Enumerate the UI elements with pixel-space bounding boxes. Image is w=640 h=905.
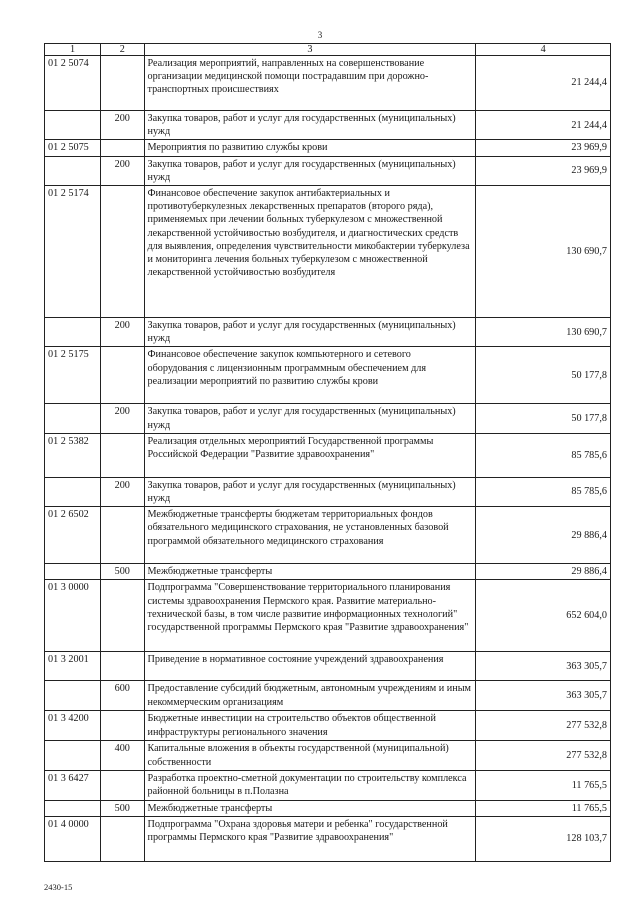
row-amount: 29 886,4 (476, 564, 611, 580)
table-row (45, 800, 611, 816)
row-code: 01 3 6427 (45, 770, 101, 800)
row-code (45, 318, 101, 347)
table-row (45, 318, 611, 347)
row-amount: 363 305,7 (476, 681, 611, 711)
row-code: 01 2 5382 (45, 433, 101, 477)
row-expense-type: 200 (100, 477, 144, 506)
row-amount: 85 785,6 (476, 433, 611, 477)
row-expense-type (100, 507, 144, 564)
row-name: Капитальные вложения в объекты государственной (муниципальной) собственности (144, 741, 476, 770)
row-code (45, 800, 101, 816)
table-row (45, 477, 611, 506)
table-row (45, 564, 611, 580)
table-row (45, 817, 611, 862)
table-row (45, 580, 611, 652)
row-expense-type (100, 817, 144, 862)
row-expense-type (100, 711, 144, 741)
row-expense-type (100, 186, 144, 318)
row-expense-type (100, 580, 144, 652)
row-name: Закупка товаров, работ и услуг для государственных (муниципальных) нужд (144, 477, 476, 506)
row-amount: 11 765,5 (476, 800, 611, 816)
row-name: Межбюджетные трансферты (144, 800, 476, 816)
row-expense-type: 500 (100, 800, 144, 816)
row-code: 01 2 5175 (45, 347, 101, 404)
row-expense-type (100, 652, 144, 681)
row-amount: 50 177,8 (476, 347, 611, 404)
table-row (45, 111, 611, 140)
row-amount: 277 532,8 (476, 741, 611, 770)
row-name: Межбюджетные трансферты бюджетам территориальных фондов обязательного медицинского страхования, не установленных базовой программой обязательного медицинского страхования (144, 507, 476, 564)
table-row (45, 347, 611, 404)
row-expense-type (100, 140, 144, 156)
row-name: Финансовое обеспечение закупок антибактериальных и противотуберкулезных лекарственных препаратов (второго ряда), применяемых при лечении больных туберкулезом с множественной лекарственной устойчивостью возбудителя, и диагностических средств для выявления, определения чувствительности микобактерии туберкулеза и мониторинга лечения больных туберкулезом с множественной лекарственной устойчивостью возбудителя (144, 186, 476, 318)
row-code (45, 741, 101, 770)
row-name: Подпрограмма "Совершенствование территориального планирования системы здравоохранения Пермского края. Развитие материально-технической базы, в том числе развитие информационных технологий" государственной программы Пермского края "Развитие здравоохранения" (144, 580, 476, 652)
row-amount: 652 604,0 (476, 580, 611, 652)
row-amount: 363 305,7 (476, 652, 611, 681)
row-name: Закупка товаров, работ и услуг для государственных (муниципальных) нужд (144, 318, 476, 347)
row-code: 01 2 5075 (45, 140, 101, 156)
row-name: Подпрограмма "Охрана здоровья матери и ребенка" государственной программы Пермского края "Развитие здравоохранения" (144, 817, 476, 862)
row-code (45, 404, 101, 433)
header-col-4: 4 (476, 44, 611, 56)
row-expense-type: 200 (100, 156, 144, 185)
table-row (45, 711, 611, 741)
row-code: 01 2 6502 (45, 507, 101, 564)
row-name: Реализация отдельных мероприятий Государственной программы Российской Федерации "Развитие здравоохранения" (144, 433, 476, 477)
document-code: 2430-15 (44, 882, 73, 892)
row-code: 01 2 5074 (45, 56, 101, 111)
row-name: Предоставление субсидий бюджетным, автономным учреждениям и иным некоммерческим организациям (144, 681, 476, 711)
row-code (45, 564, 101, 580)
table-row (45, 433, 611, 477)
row-amount: 21 244,4 (476, 111, 611, 140)
row-amount: 29 886,4 (476, 507, 611, 564)
row-code: 01 3 4200 (45, 711, 101, 741)
row-expense-type: 400 (100, 741, 144, 770)
table-row (45, 681, 611, 711)
row-name: Закупка товаров, работ и услуг для государственных (муниципальных) нужд (144, 111, 476, 140)
row-expense-type (100, 770, 144, 800)
table-row (45, 652, 611, 681)
row-code: 01 4 0000 (45, 817, 101, 862)
row-expense-type (100, 433, 144, 477)
row-code: 01 2 5174 (45, 186, 101, 318)
table-row (45, 156, 611, 185)
row-name: Реализация мероприятий, направленных на совершенствование организации медицинской помощи пострадавшим при дорожно-транспортных происшествиях (144, 56, 476, 111)
table-header-row (45, 44, 611, 56)
row-code (45, 111, 101, 140)
row-name: Закупка товаров, работ и услуг для государственных (муниципальных) нужд (144, 404, 476, 433)
row-amount: 23 969,9 (476, 156, 611, 185)
row-code: 01 3 0000 (45, 580, 101, 652)
row-code (45, 681, 101, 711)
row-amount: 128 103,7 (476, 817, 611, 862)
row-amount: 11 765,5 (476, 770, 611, 800)
header-col-2: 2 (100, 44, 144, 56)
header-col-1: 1 (45, 44, 101, 56)
row-code (45, 156, 101, 185)
row-expense-type: 600 (100, 681, 144, 711)
table-row (45, 507, 611, 564)
table-row (45, 186, 611, 318)
row-amount: 23 969,9 (476, 140, 611, 156)
row-code: 01 3 2001 (45, 652, 101, 681)
row-expense-type: 500 (100, 564, 144, 580)
row-amount: 21 244,4 (476, 56, 611, 111)
row-expense-type: 200 (100, 111, 144, 140)
row-name: Финансовое обеспечение закупок компьютерного и сетевого оборудования с лицензионным программным обеспечением для реализации мероприятий по развитию службы крови (144, 347, 476, 404)
row-name: Межбюджетные трансферты (144, 564, 476, 580)
row-name: Приведение в нормативное состояние учреждений здравоохранения (144, 652, 476, 681)
budget-table (44, 43, 611, 862)
header-col-3: 3 (144, 44, 476, 56)
row-expense-type: 200 (100, 404, 144, 433)
row-name: Бюджетные инвестиции на строительство объектов общественной инфраструктуры регионального значения (144, 711, 476, 741)
row-code (45, 477, 101, 506)
row-expense-type (100, 56, 144, 111)
row-amount: 130 690,7 (476, 318, 611, 347)
row-amount: 130 690,7 (476, 186, 611, 318)
row-amount: 277 532,8 (476, 711, 611, 741)
table-row (45, 770, 611, 800)
row-name: Разработка проектно-сметной документации по строительству комплекса районной больницы в п.Полазна (144, 770, 476, 800)
table-body (45, 56, 611, 862)
table-row (45, 741, 611, 770)
row-expense-type (100, 347, 144, 404)
row-name: Мероприятия по развитию службы крови (144, 140, 476, 156)
table-row (45, 140, 611, 156)
row-amount: 50 177,8 (476, 404, 611, 433)
row-expense-type: 200 (100, 318, 144, 347)
row-name: Закупка товаров, работ и услуг для государственных (муниципальных) нужд (144, 156, 476, 185)
row-amount: 85 785,6 (476, 477, 611, 506)
table-row (45, 404, 611, 433)
table-row (45, 56, 611, 111)
page-number: 3 (317, 30, 323, 40)
